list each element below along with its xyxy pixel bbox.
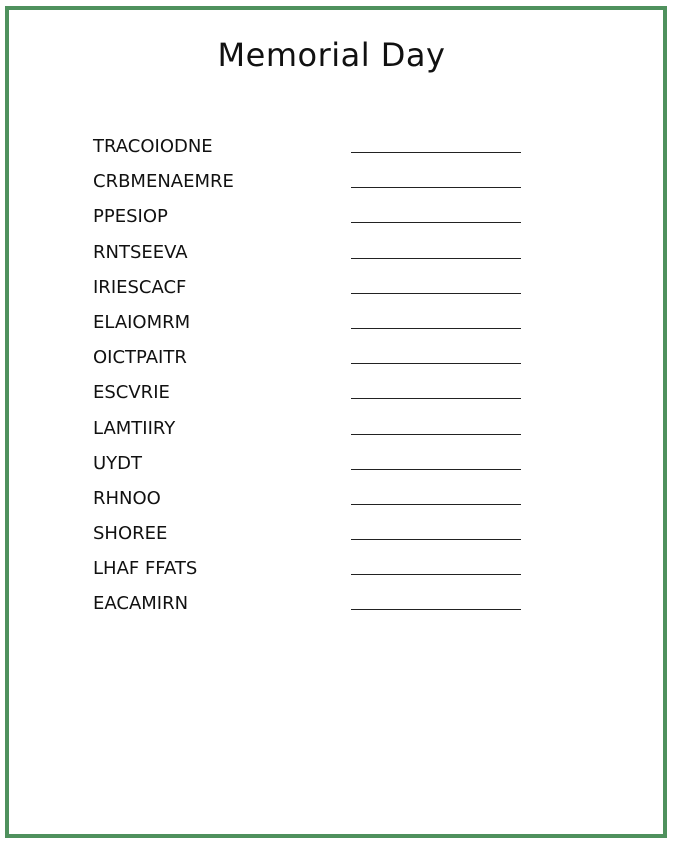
list-item [93,449,533,484]
scrambled-word: TRACOIODNE [93,136,213,157]
answer-line [351,258,521,259]
scrambled-word: OICTPAITR [93,347,187,369]
answer-line [351,539,521,540]
scrambled-word: RHNOO [93,487,161,509]
scrambled-word: EACAMIRN [93,593,189,615]
list-item [93,273,533,308]
list-item [93,519,533,554]
scrambled-word: CRBMENAEMRE [93,171,234,193]
list-item [93,554,533,589]
answer-line [351,222,521,223]
scrambled-word: IRIESCACF [93,276,187,298]
answer-line [351,469,521,470]
answer-line [351,152,521,153]
list-item [93,343,533,378]
list-item [93,132,533,167]
list-item [93,167,533,202]
list-item [93,589,533,624]
answer-line [351,363,521,364]
scrambled-word: SHOREE [93,523,168,545]
scrambled-word: PPESIOP [93,206,168,228]
scrambled-word: RNTSEEVA [93,241,188,263]
list-item [93,484,533,519]
list-item [93,202,533,237]
scrambled-word: ELAIOMRM [93,311,191,333]
answer-line [351,293,521,294]
answer-line [351,434,521,435]
scrambled-word: UYDT [93,452,143,474]
page-title: Memorial Day [217,36,446,74]
answer-line [351,574,521,575]
list-item [93,238,533,273]
scrambled-word: ESCVRIE [93,382,170,404]
list-item [93,378,533,413]
answer-line [351,504,521,505]
scrambled-word: LAMTIIRY [93,417,176,439]
answer-line [351,187,521,188]
answer-line [351,328,521,329]
answer-line [351,609,521,610]
scrambled-word: LHAF FFATS [93,558,198,580]
answer-line [351,398,521,399]
word-scramble-list [93,132,533,625]
list-item [93,414,533,449]
list-item [93,308,533,343]
